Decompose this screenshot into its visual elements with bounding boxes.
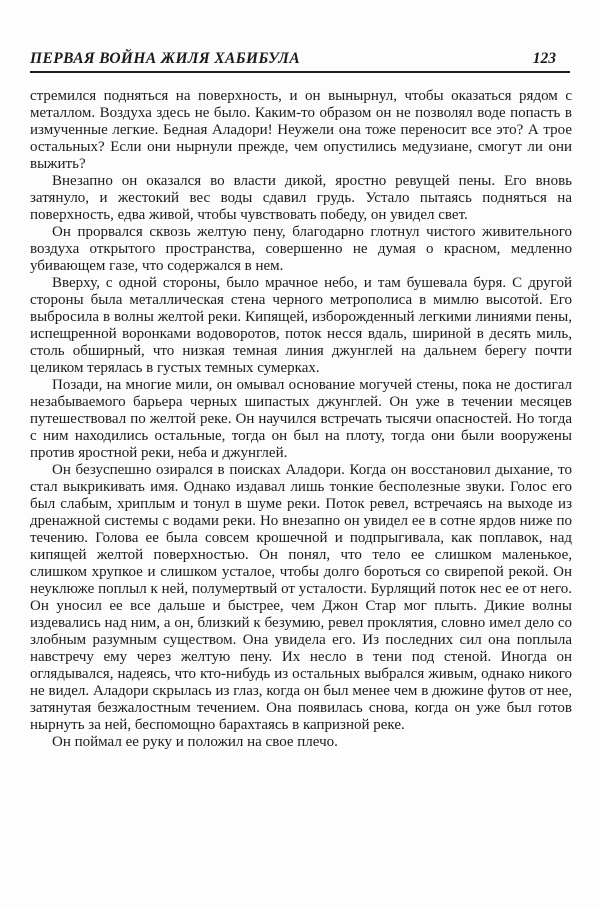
paragraph: Он поймал ее руку и положил на свое плечо.	[52, 734, 338, 750]
paragraph: Он безуспешно озирался в поисках Аладори. Когда он восстановил дыхание, то стал выкрикивать имя. Однако издавал лишь тонкие бесполезные звуки. Голос его был слабым, хриплым и тонул в шуме реки. Поток ревел, встречаясь на выходе из дренажной системы с водами реки. Но внезапно он увидел ее в сотне ярдов ниже по течению. Голова ее была совсем крошечной и подпрыгивала, как поплавок, над кипящей желтой поверхностью. Он понял, что тело ее слишком маленькое, слишком хрупкое и слишком усталое, чтобы долго бороться со свирепой рекой. Он неуклюже поплыл к ней, полумертвый от усталости. Бурлящий поток нес ее от него. Он уносил ее все дальше и быстрее, чем Джон Стар мог плыть. Дикие волны издевались над ним, а он, близкий к безумию, ревел проклятия, словно имел дело со злобным разумным существом. Она увидела его. Из последних сил она поплыла навстречу ему через желтую пену. Их несло в тени под стеной. Иногда он оглядывался, надеясь, что кто-нибудь из остальных выбрался живым, однако никого не видел. Аладори скрылась из глаз, когда он был менее чем в дюжине футов от нее, затянутая безжалостным течением. Она появилась снова, когда он уже был готов нырнуть за ней, беспомощно барахтаясь в капризной реке.	[30, 462, 572, 733]
paragraph: стремился подняться на поверхность, и он вынырнул, чтобы оказаться рядом с металлом. Воздуха здесь не было. Каким-то образом он не позволял воде попасть в измученные легкие. Бедная Аладори! Неужели она тоже переносит все это? А трое остальных? Если они нырнули прежде, чем опустились медузиане, смогут ли они выжить?	[30, 88, 572, 172]
paragraph: Вверху, с одной стороны, было мрачное небо, и там бушевала буря. С другой стороны была металлическая стена черного метрополиса в мимлю высотой. Его выбросила в волны желтой реки. Кипящей, изборожденный легкими линиями пены, испещренной воронками водоворотов, поток несся вдаль, шириной в десять миль, столь обширный, что низкая темная линия джунглей на дальнем берегу почти целиком терялась в густых темных сумерках.	[30, 275, 572, 376]
paragraph: Внезапно он оказался во власти дикой, яростно ревущей пены. Его вновь затянуло, и жестокий вес воды сдавил грудь. Устало пытаясь подняться на поверхность, едва живой, чтобы чувствовать победу, он увидел свет.	[30, 173, 572, 223]
running-header	[30, 50, 570, 73]
running-title: ПЕРВАЯ ВОЙНА ЖИЛЯ ХАБИБУЛА	[30, 50, 301, 67]
paragraph: Он прорвался сквозь желтую пену, благодарно глотнул чистого живительного воздуха открытого пространства, совершенно не думая о красном, медленно убивающем газе, что содержался в нем.	[30, 224, 572, 274]
body-text	[30, 88, 572, 751]
page-number: 123	[532, 50, 556, 67]
paragraph: Позади, на многие мили, он омывал основание могучей стены, пока не достигал незабываемого барьера черных шипастых джунглей. Он уже в течении месяцев путешествовал по желтой реке. Он научился встречать тысячи опасностей. Но тогда с ним находились остальные, тогда он был на плоту, тогда они были вооружены против яростной реки, неба и джунглей.	[30, 377, 572, 461]
